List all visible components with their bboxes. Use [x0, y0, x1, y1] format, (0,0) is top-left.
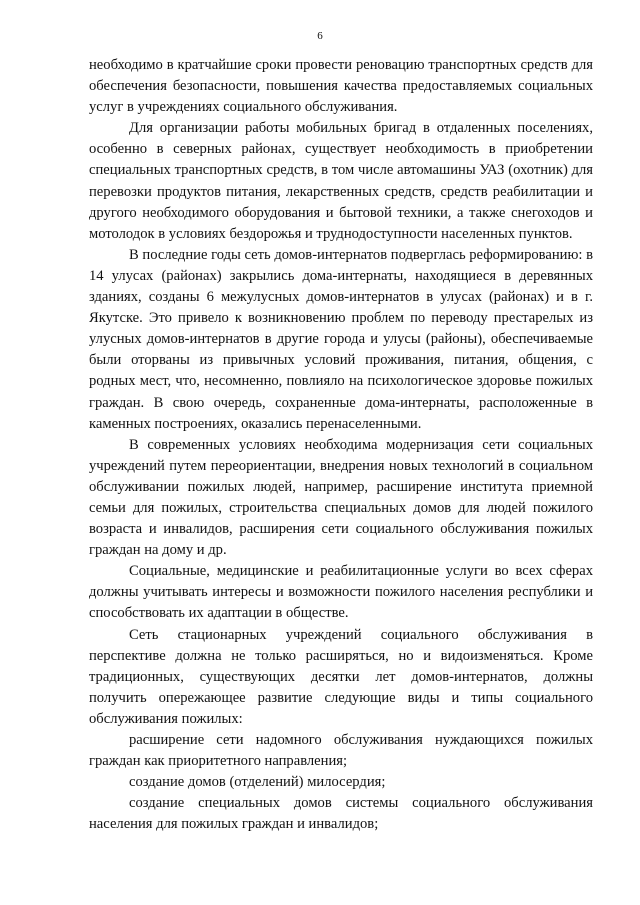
document-body — [89, 55, 593, 835]
list-item: расширение сети надомного обслуживания нуждающихся пожилых граждан как приоритетного направления; — [89, 732, 593, 770]
list-item: создание специальных домов системы социального обслуживания населения для пожилых граждан и инвалидов; — [89, 795, 593, 833]
paragraph: В последние годы сеть домов-интернатов подверглась реформированию: в 14 улусах (районах) закрылись дома-интернаты, находящиеся в деревянных зданиях, созданы 6 межулусных домов-интернатов в улусах (районах) и в г. Якутске. Это привело к возникновению проблем по переводу престарелых из улусных домов-интернатов в другие города и улусы (районы), обеспечиваемые были оторваны из привычных условий проживания, питания, общения, с родных мест, что, несомненно, повлияло на психологическое здоровье пожилых граждан. В свою очередь, сохраненные дома-интернаты, расположенные в каменных построениях, оказались перенаселенными. — [89, 246, 593, 432]
paragraph: В современных условиях необходима модернизация сети социальных учреждений путем переориентации, внедрения новых технологий в социальном обслуживании пожилых людей, например, расширение института приемной семьи для пожилых, строительства специальных домов для людей пожилого возраста и инвалидов, расширения сети социального обслуживания пожилых граждан на дому и др. — [89, 436, 593, 559]
paragraph: Для организации работы мобильных бригад в отдаленных поселениях, особенно в северных районах, существует необходимость в приобретении специальных транспортных средств, в том числе автомашины УАЗ (охотник) для перевозки продуктов питания, лекарственных средств, средств реабилитации и другого необходимого оборудования и бытовой техники, а также снегоходов и мотолодок в условиях бездорожья и труднодоступности населенных пунктов. — [89, 120, 593, 242]
paragraph: Социальные, медицинские и реабилитационные услуги во всех сферах должны учитывать интересы и возможности пожилого населения республики и способствовать их адаптации в обществе. — [89, 563, 593, 622]
paragraph: необходимо в кратчайшие сроки провести реновацию транспортных средств для обеспечения безопасности, повышения качества предоставляемых социальных услуг в учреждениях социального обслуживания. — [89, 57, 593, 116]
paragraph: Сеть стационарных учреждений социального обслуживания в перспективе должна не только расширяться, но и видоизменяться. Кроме традиционных, существующих десятки лет домов-интернатов, должны получить опережающее развитие следующие виды и типы социального обслуживания пожилых: — [89, 626, 593, 727]
page-number: 6 — [317, 30, 323, 42]
list-item: создание домов (отделений) милосердия; — [129, 774, 386, 791]
